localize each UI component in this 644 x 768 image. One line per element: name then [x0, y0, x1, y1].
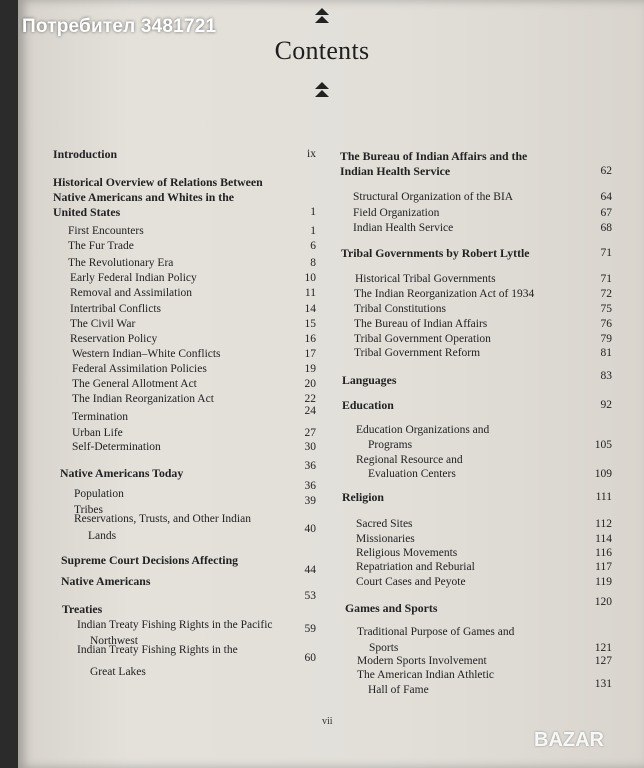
- page-number: vii: [322, 716, 333, 727]
- left-entry-page-number: 22: [304, 393, 316, 405]
- bazar-logo: [534, 725, 644, 759]
- left-entry-page-number: 36: [304, 480, 316, 492]
- left-entry: Intertribal Conflicts: [70, 303, 162, 315]
- right-entry: Evaluation Centers: [368, 468, 456, 480]
- right-entry-page-number: 71: [600, 273, 612, 285]
- left-entry: First Encounters: [68, 225, 144, 237]
- left-entry: Federal Assimilation Policies: [72, 363, 207, 375]
- right-entry: The American Indian Athletic: [357, 669, 494, 681]
- right-entry: Games and Sports: [345, 601, 438, 615]
- right-entry-page-number: 120: [594, 596, 612, 608]
- left-entry: Reservations, Trusts, and Other Indian: [74, 513, 251, 525]
- ornament-bottom-icon: [315, 82, 329, 100]
- right-entry: Modern Sports Involvement: [357, 655, 487, 667]
- right-entry-page-number: 111: [595, 491, 612, 503]
- left-entry: Indian Treaty Fishing Rights in the Pacific: [77, 619, 273, 631]
- right-entry-page-number: 67: [600, 207, 612, 219]
- right-entry-page-number: 114: [595, 533, 612, 545]
- left-entry: The Revolutionary Era: [68, 257, 174, 269]
- left-entry: Native Americans: [61, 574, 151, 588]
- right-entry-page-number: 81: [600, 347, 612, 359]
- right-entry: The Indian Reorganization Act of 1934: [354, 288, 535, 300]
- left-entry-page-number: ix: [307, 148, 316, 160]
- right-entry: Tribal Government Reform: [354, 347, 481, 359]
- left-entry: Removal and Assimilation: [70, 287, 193, 299]
- left-entry-page-number: 17: [304, 348, 316, 360]
- right-entry: Tribal Governments by Robert Lyttle: [341, 246, 530, 260]
- left-entry: The Fur Trade: [68, 240, 134, 252]
- left-entry-page-number: 15: [304, 318, 316, 330]
- right-entry: Indian Health Service: [353, 222, 454, 234]
- left-entry: Treaties: [62, 602, 103, 616]
- right-entry-page-number: 119: [595, 576, 612, 588]
- left-entry: Northwest: [90, 635, 138, 647]
- left-entry: Historical Overview of Relations Between: [53, 175, 263, 189]
- left-entry: The Indian Reorganization Act: [72, 393, 214, 405]
- left-entry-page-number: 11: [304, 287, 316, 299]
- left-entry: Lands: [88, 530, 117, 542]
- right-entry-page-number: 72: [600, 288, 612, 300]
- left-entry-page-number: 30: [304, 441, 316, 453]
- right-entry: Education: [342, 398, 394, 412]
- left-entry-page-number: 16: [304, 333, 316, 345]
- right-entry: Hall of Fame: [368, 684, 429, 696]
- right-entry: Sports: [369, 642, 399, 654]
- right-entry: The Bureau of Indian Affairs and the: [340, 149, 528, 163]
- right-entry-page-number: 117: [595, 561, 612, 573]
- right-entry: Court Cases and Peyote: [356, 576, 466, 588]
- left-entry: Early Federal Indian Policy: [70, 272, 197, 284]
- right-entry: Repatriation and Reburial: [356, 561, 475, 573]
- right-entry-page-number: 71: [600, 247, 612, 259]
- left-entry-page-number: 44: [304, 564, 316, 576]
- left-entry: United States: [53, 205, 121, 219]
- right-entry-page-number: 105: [594, 439, 612, 451]
- right-entry: Missionaries: [356, 533, 415, 545]
- left-entry: Introduction: [53, 147, 118, 161]
- left-entry: Tribes: [74, 504, 103, 516]
- left-entry-page-number: 59: [304, 623, 316, 635]
- left-entry-page-number: 19: [304, 363, 316, 375]
- right-entry: The Bureau of Indian Affairs: [354, 318, 488, 330]
- right-entry: Tribal Government Operation: [354, 333, 491, 345]
- ornament-top-icon: [315, 8, 329, 26]
- left-entry: Termination: [72, 411, 129, 423]
- left-entry-page-number: 27: [304, 427, 316, 439]
- right-entry-page-number: 62: [600, 165, 612, 177]
- left-entry: Native Americans Today: [60, 466, 184, 480]
- right-entry-page-number: 127: [594, 655, 612, 667]
- right-entry: Structural Organization of the BIA: [353, 191, 514, 203]
- right-entry: Education Organizations and: [356, 424, 490, 436]
- right-entry-page-number: 131: [594, 678, 612, 690]
- right-entry: Programs: [368, 439, 413, 451]
- left-entry-page-number: 39: [304, 495, 316, 507]
- left-entry: The General Allotment Act: [72, 378, 197, 390]
- left-entry-page-number: 24: [304, 405, 316, 417]
- right-entry: Tribal Constitutions: [354, 303, 446, 315]
- page-title: Contents: [274, 36, 370, 65]
- left-entry-page-number: 36: [304, 460, 316, 472]
- right-entry-page-number: 92: [600, 399, 612, 411]
- right-entry-page-number: 121: [594, 642, 612, 654]
- left-entry: Population: [74, 488, 124, 500]
- right-entry: Traditional Purpose of Games and: [357, 626, 515, 638]
- left-entry: Reservation Policy: [70, 333, 158, 345]
- right-entry-page-number: 64: [600, 191, 612, 203]
- right-entry: Languages: [342, 373, 397, 387]
- right-entry: Indian Health Service: [340, 164, 451, 178]
- right-entry-page-number: 79: [600, 333, 612, 345]
- right-entry-page-number: 109: [594, 468, 612, 480]
- left-entry-page-number: 1: [310, 225, 316, 237]
- right-entry-page-number: 83: [600, 370, 612, 382]
- left-entry: Urban Life: [72, 427, 123, 439]
- user-watermark: Потребител 3481721: [22, 16, 217, 37]
- left-entry-page-number: 1: [310, 206, 316, 218]
- logo-text: BAZAR: [534, 729, 604, 751]
- left-entry-page-number: 40: [304, 523, 316, 535]
- right-entry: Field Organization: [353, 207, 440, 219]
- right-entry: Regional Resource and: [356, 454, 463, 466]
- left-entry-page-number: 20: [304, 378, 316, 390]
- left-entry: Supreme Court Decisions Affecting: [61, 553, 239, 567]
- left-entry-page-number: 14: [304, 303, 316, 315]
- right-entry-page-number: 112: [595, 518, 612, 530]
- left-entry: Indian Treaty Fishing Rights in the: [77, 644, 238, 656]
- left-entry: Western Indian–White Conflicts: [72, 348, 221, 360]
- right-entry: Religion: [342, 490, 384, 504]
- left-entry-page-number: 10: [304, 272, 316, 284]
- right-entry-page-number: 116: [595, 547, 612, 559]
- right-entry: Sacred Sites: [356, 518, 413, 530]
- left-entry: Self-Determination: [72, 441, 161, 453]
- left-entry-page-number: 8: [310, 257, 316, 269]
- left-entry-page-number: 53: [304, 590, 316, 602]
- left-entry: Native Americans and Whites in the: [53, 190, 234, 204]
- right-entry-page-number: 76: [600, 318, 612, 330]
- left-entry-page-number: 6: [310, 240, 316, 252]
- right-entry: Religious Movements: [356, 547, 458, 559]
- right-entry-page-number: 68: [600, 222, 612, 234]
- left-entry: The Civil War: [70, 318, 136, 330]
- left-entry-page-number: 60: [304, 652, 316, 664]
- left-entry: Great Lakes: [90, 666, 146, 678]
- right-entry-page-number: 75: [600, 303, 612, 315]
- right-entry: Historical Tribal Governments: [355, 273, 496, 285]
